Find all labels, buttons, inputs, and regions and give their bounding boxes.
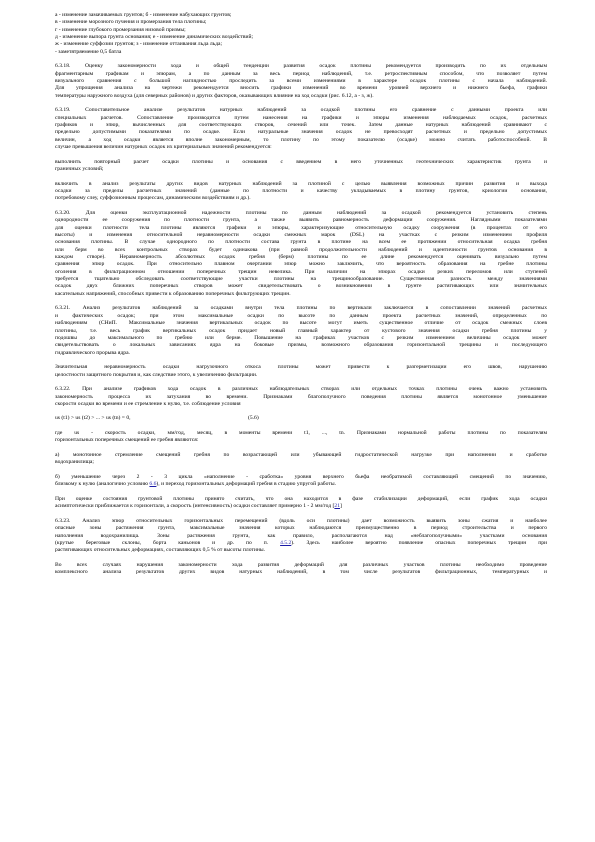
paragraph-6-3-21 [55, 305, 547, 356]
text-line: 6.3.18. Оценку закономерности хода и общей тенденции развития осадок плотины рекомендуется производить по их отдельным [55, 63, 547, 70]
text-line: а) монотонное стремление смещений гребня по возрастающей или убывающей гидростатической нагрузке при наполнении и сработке [55, 452, 547, 459]
text-line: касательных напряжений, способных привести к образованию поперечных фильтрующих трещин. [55, 290, 291, 297]
text-fragment: асимптотически приближается к горизонтали, а скорость (интенсивность) осадки составляет примерно 1 - 2 мм/год [ [55, 503, 335, 510]
text-line: закономерность процесса их затухания во времени. Признаками благополучного поведения плотины является монотонное уменьшение [55, 393, 547, 400]
list-item: г - изменение глубокого промерзания низовой призмы; [55, 26, 186, 33]
text-line [55, 481, 547, 488]
text-line: осадки за пределы расчетных значений (данные по плотности и качеству укладываемых в плотину грунтов, криологии основания, [55, 188, 547, 195]
section-link[interactable]: 4.5.2 [280, 540, 292, 547]
paragraph-where [55, 430, 547, 445]
paragraph-b [55, 474, 547, 489]
paragraph-significant [55, 364, 547, 379]
text-line: 6.3.22. При анализе графиков хода осадок в различных наблюдательных створах или отдельных точках плотины очень важно установить [55, 386, 547, 393]
text-fragment: ), и переход горизонтальных деформаций гребня в стадию упругой работы. [156, 481, 336, 488]
text-line: специальных расчетов. Сопоставление производится путем нанесения на графики и эпюры изменения наблюдаемых осадок, расчетных [55, 114, 547, 121]
text-line: граничных условий; [55, 166, 104, 173]
text-line: визуального сравнения с большой наглядностью проследить за всеми изменениями в характере осадок плотины с начала наблюдений. [55, 78, 547, 85]
paragraph-last [55, 562, 547, 577]
text-line: и фактических осадок; при этом максимальные осадки по высоте по данным проекта расчетных значений, определенных по [55, 312, 547, 319]
text-line: наблюдениям (СНиП. Максимальные значения вертикальных осадок по высоте могут иметь существенное отличие от осадок смежных слоев [55, 320, 547, 327]
text-line: каждом створе). Неравномерность абсолютных осадок гребня (берм) плотины по ее длине рекомендуется оценивать визуально путем [55, 254, 547, 261]
text-line: 6.3.23. Анализ эпюр относительных горизонтальных перемещений (вдоль оси плотины) дает возможность выявить зоны сжатия и наиболее [55, 518, 547, 525]
text-line: высоты) и изменения относительной неравномерности осадки смежных марок (DSL) на участках с резким изменением профиля [55, 232, 547, 239]
text-line: требуется тщательно обследовать соответствующие участки плотины на трещинообразование. Существенная разность между значениями [55, 276, 547, 283]
text-line: случае превышения величин натурных осадок их критериальных значений рекомендуется: [55, 144, 272, 151]
text-line: б) уменьшение через 2 - 3 цикла «наполнение - сработка» уровня верхнего бьефа необратимой составляющей смещений по значению, [55, 474, 547, 481]
text-fragment: ] [340, 503, 342, 510]
text-line: температуры наружного воздуха (для северных районов) и других факторов, оказывающих влияние на ход осадки (рис. 6.12, а - з, ж). [55, 92, 374, 99]
paragraph-predict [55, 496, 547, 511]
text-line: основания плотины. В случае однородного по плотности состава грунта в плотине на всем ее протяжении относительная осадка гребня [55, 239, 547, 246]
text-line: 6.3.19. Сопоставительное анализе результатов натурных наблюдений за осадкой плотины его сравнение с данными проекта или [55, 107, 547, 114]
text-line: подошвы до максимального по гребню или берме. Повышение на графиках участков с резким изменением величины осадок может [55, 334, 547, 341]
text-line: скорости осадки во времени и ее стремление к нулю, т.е. соблюдение условия [55, 400, 241, 407]
text-line: При оценке состояния грунтовой плотины принято считать, что она находится в фазе стабилизации деформаций, если график хода осадки [55, 496, 547, 503]
list-item: - заметятряемение 0,5 батла [55, 48, 122, 55]
text-line: включить в анализ результаты других видов натурных наблюдений за плотиной с целью выявления возможных причин развития и выхода [55, 180, 547, 187]
text-line: наполнения водохранилища. Зоны растяжения грунта, как правило, располагаются над «неблагополучными» участками основания [55, 532, 547, 539]
list-item: ж - изменение суффозии грунтов; з - изменение оттаивания льда льда; [55, 41, 223, 48]
text-line: осадок двух ближних поперечных створов может свидетельствовать о возникновении в грунте растягивающих или значительных [55, 283, 547, 290]
text-line: плотины, т.е. весь график вертикальных осадок придает новый главный характер от кустового значения осадки гребня плотины у [55, 327, 547, 334]
text-line: величин, а ход осадки является вполне закономерным, то плотину по этому показателю (осадке) можно считать работоспособной. В [55, 136, 547, 143]
text-line: комплексного анализа результатов других видов натурных наблюдений, в том числе результатов фильтрационных, температурных и [55, 569, 547, 576]
text-line: горизонтальных поперечных смещений ее гребня являются: [55, 437, 199, 444]
text-line: растягивающих относительных деформациях, составляющих 0,5 % от высоты плотины. [55, 547, 266, 554]
text-line: где us - скорость осадки, мм/год, месяц, в моменты времени t1, ..., tn. Признаками нормальной работы плотины по показателям [55, 430, 547, 437]
paragraph-6-3-22 [55, 386, 547, 408]
text-line: водохранилища; [55, 459, 94, 466]
formula-number: (5.6) [248, 415, 259, 422]
text-line: 6.3.21. Анализ результатов наблюдений за осадками внутри тела плотины по вертикали заключается в сопоставлении значений расчетных [55, 305, 547, 312]
paragraph-6-3-18 [55, 63, 547, 100]
text-line: фрагментарным графикам и эпюрам, а по данным за весь период наблюдений, т.е. ретроспективным способом, что позволяет путем [55, 70, 547, 77]
document-page [55, 12, 547, 584]
text-line: 6.3.20. Для оценки эксплуатационной надежности плотины по данным наблюдений за осадкой рекомендуется установить степень [55, 210, 547, 217]
text-fragment: близкому к нулю (аналогично условию [55, 481, 150, 488]
paragraph-6-3-23 [55, 518, 547, 555]
text-line: сравнения эпюр осадок. При относительно плавном очертании эпюр можно заключить, что вероятность образования на гребне плотины [55, 261, 547, 268]
formula [55, 415, 547, 422]
text-line: выполнить повторный расчет осадки плотины и основания с введением в него уточненных геотехнических характеристик грунта и [55, 158, 547, 165]
text-line: графиков и эпюр, вычисленных для соответствующих створов, сечений или точек. Затем данные натурных наблюдений сравнивают с [55, 122, 547, 129]
text-line: для оценки плотности тела плотины являются графики и эпюры, характеризующие относительную осадку сооружения (в процентах от его [55, 224, 547, 231]
formula-link[interactable]: 6.6 [149, 481, 157, 488]
reference-link[interactable]: 21 [334, 503, 340, 510]
paragraph-6-3-19 [55, 107, 547, 151]
text-line: Значительная неравномерность осадки нагрузочного откоса плотины может привести к разгерметизации его швов, нарушению [55, 364, 547, 371]
formula-text: us (t1) > us (t2) > ... > us (tn) = 0, [55, 415, 131, 422]
text-line: Во всех случаях нарушения закономерности хода развития деформаций для различных участков плотины необходимо проведение [55, 562, 547, 569]
text-line: оголения в фильтрационном отношении поперечных трещин невелика. При наличии на эпюрах осадки резких переломов или ступеней [55, 268, 547, 275]
list-item: в - изменение морозного пучения и промерзания тела плотины; [55, 19, 207, 26]
text-line: потребовому слеу, суффозионным процессам, динамическим воздействиям и др.). [55, 195, 251, 202]
text-line: гидравлического прорыва ядра. [55, 349, 130, 356]
text-line: свидетельствовать о локальных зависаниях ядра на боковые призмы, возможного образования горизонтальной трещины и последующего [55, 342, 547, 349]
paragraph-action-2 [55, 181, 547, 203]
text-line: однородности ее сооружения по плотности грунта, а также выявить равномерность деформации сооружения. Наглядными показателями [55, 217, 547, 224]
text-line: целостности защитного покрытия и, как следствие этого, к увеличению фильтрации. [55, 371, 258, 378]
intro-list [55, 12, 547, 56]
text-line: предельно допустимыми показателями по осадке. Если натуральные значения осадок не превосходят расчетных и предельно допустимых [55, 129, 547, 136]
list-item: а - изменение замачиваемых грунтов; б - изменение набухающих грунтов; [55, 12, 232, 18]
text-fragment: ). Здесь наиболее вероятно появление опасных поперечных трещин при [291, 540, 547, 547]
paragraph-a [55, 452, 547, 467]
text-fragment: (крутые береговые склоны, борта каньонов и др. по п. [55, 540, 281, 547]
text-line [55, 503, 547, 510]
paragraph-action-1 [55, 159, 547, 174]
text-line: Для упрощения анализа на чертежи рекомендуется вносить графики изменений во времени уровней верхнего и нижнего бьефа, графики [55, 85, 547, 92]
text-line: или берм во всех контрольных створах будет одинакова (при равной продолжительности наблюдений и идентичности грунтов основания в [55, 246, 547, 253]
paragraph-6-3-20 [55, 210, 547, 298]
list-item: д - изменение выпора грунта основания; е - изменение динамических воздействий; [55, 34, 254, 41]
text-line: опасные зоны растяжения грунта, максимальные значения которых наблюдаются преимущественно в период строительства и первого [55, 525, 547, 532]
